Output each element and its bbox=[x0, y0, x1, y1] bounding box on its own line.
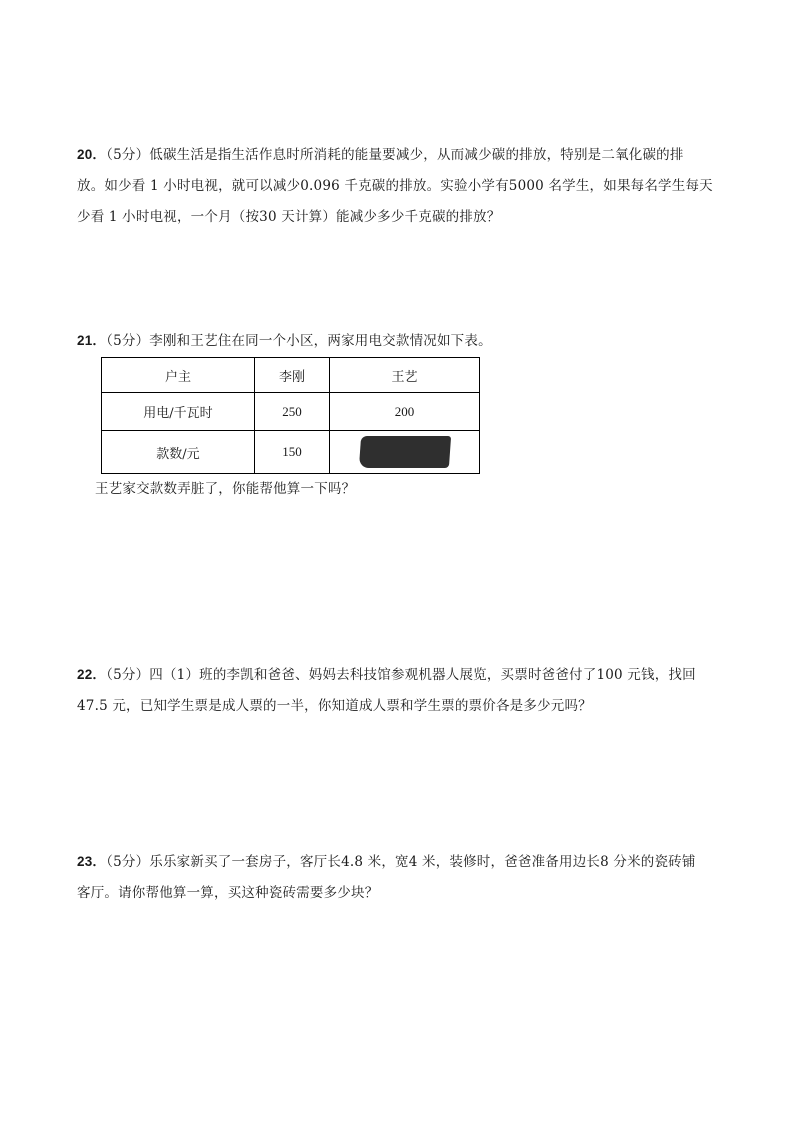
q23-number: 23． bbox=[77, 854, 107, 869]
cell-wangyi-usage: 200 bbox=[330, 393, 480, 431]
header-ligang: 李刚 bbox=[255, 358, 330, 393]
header-household: 户主 bbox=[102, 358, 255, 393]
table-row bbox=[102, 431, 480, 474]
q23-line-2: 客厅。请你帮他算一算，买这种瓷砖需要多少块？ bbox=[77, 885, 379, 901]
q20-score: （5分） bbox=[106, 147, 150, 163]
q23-text-1: 乐乐家新买了一套房子，客厅长4.8 米，宽4 米，装修时，爸爸准备用边长8 分米的瓷砖铺 bbox=[149, 854, 696, 870]
row-label-payment: 款数/元 bbox=[102, 431, 255, 474]
ink-smudge bbox=[358, 436, 450, 468]
q21-question: 王艺家交款数弄脏了，你能帮他算一下吗？ bbox=[95, 481, 356, 497]
q22-text-1: 四（1）班的李凯和爸爸、妈妈去科技馆参观机器人展览，买票时爸爸付了100 元钱，找回 bbox=[149, 667, 696, 683]
q21-score: （5分） bbox=[106, 333, 150, 349]
q22-line-1 bbox=[77, 666, 696, 684]
electricity-fee-table bbox=[101, 357, 480, 474]
q23-score: （5分） bbox=[106, 854, 150, 870]
q21-number: 21． bbox=[77, 333, 107, 348]
q20-text-1: 低碳生活是指生活作息时所消耗的能量要减少，从而减少碳的排放，特别是二氧化碳的排 bbox=[149, 147, 684, 163]
cell-ligang-payment: 150 bbox=[255, 431, 330, 474]
q22-score: （5分） bbox=[106, 667, 150, 683]
q22-number: 22． bbox=[77, 667, 107, 682]
row-label-usage: 用电/千瓦时 bbox=[102, 393, 255, 431]
table-row bbox=[102, 393, 480, 431]
header-wangyi: 王艺 bbox=[330, 358, 480, 393]
q21-intro: 李刚和王艺住在同一个小区，两家用电交款情况如下表。 bbox=[149, 333, 492, 349]
q22-line-2: 47.5 元，已知学生票是成人票的一半，你知道成人票和学生票的票价各是多少元吗？ bbox=[77, 698, 592, 714]
table-header-row bbox=[102, 358, 480, 393]
cell-ligang-usage: 250 bbox=[255, 393, 330, 431]
q20-line-3: 少看 1 小时电视，一个月（按30 天计算）能减少多少千克碳的排放？ bbox=[77, 209, 501, 225]
q20-number: 20． bbox=[77, 147, 107, 162]
cell-wangyi-payment-smudged bbox=[330, 431, 480, 474]
q20-line-1 bbox=[77, 146, 684, 164]
q21-line-1 bbox=[77, 332, 492, 350]
q23-line-1 bbox=[77, 853, 696, 871]
q20-line-2: 放。如少看 1 小时电视，就可以减少0.096 千克碳的排放。实验小学有5000 名学生，如果每名学生每天 bbox=[77, 178, 713, 194]
